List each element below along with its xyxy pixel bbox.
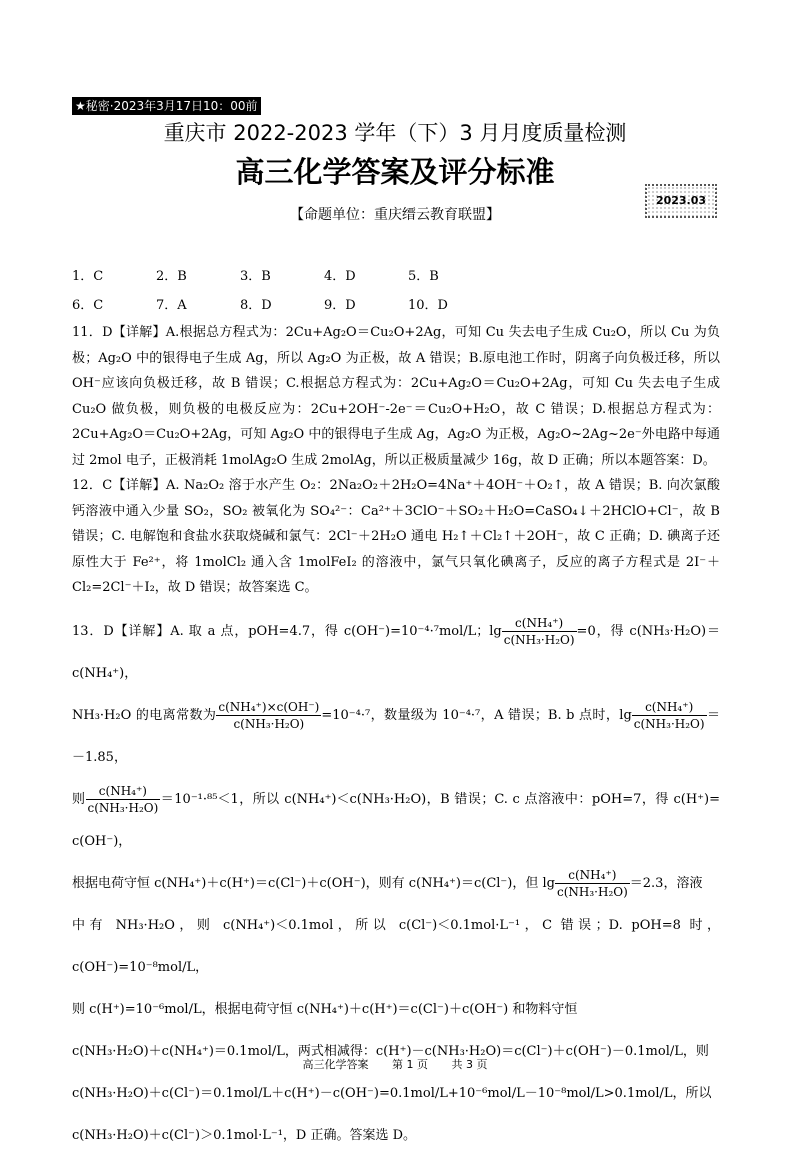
answer-list	[72, 268, 492, 326]
document-title: 高三化学答案及评分标准	[235, 155, 555, 189]
author-unit: 【命题单位：重庆缙云教育联盟】	[290, 207, 500, 223]
q13-line-1: 13．D【详解】A. 取 a 点，pOH=4.7，得 c(OH⁻)=10⁻⁴·⁷mol/L；lg $\frac{\text{c(NH₄⁺)}}{\text{c(NH₃·H₂O)}}$ =0，得 c(NH₃·H₂O)＝c(NH₄⁺)，	[72, 615, 720, 681]
answer-item: 3．B	[240, 269, 271, 284]
kb-fraction: $\frac{\text{c(NH₄⁺)×c(OH⁻)}}{\text{c(NH₃·H₂O)}}$	[218, 699, 320, 731]
answer-item: 8．D	[240, 298, 272, 313]
q13-line-2: NH₃·H₂O 的电离常数为 $\frac{\text{c(NH₄⁺)×c(OH⁻)}}{\text{c(NH₃·H₂O)}}$ =10⁻⁴·⁷，数量级为 10⁻⁴·⁷，A 错误；B. b 点时，lg $\frac{\text{c(NH₄⁺)}}{\text{c(NH₃·H₂O)}}$ ＝－1.85，	[72, 699, 720, 765]
q13-line-9: c(NH₃·H₂O)＋c(Cl⁻)＞0.1mol·L⁻¹，D 正确。答案选 D。	[72, 1127, 417, 1143]
q13-line-7: c(NH₃·H₂O)＋c(NH₄⁺)＝0.1mol/L，两式相减得：c(H⁺)－c(NH₃·H₂O)＝c(Cl⁻)＋c(OH⁻)－0.1mol/L，则	[72, 1043, 709, 1059]
ratio-fraction: $\frac{\text{c(NH₄⁺)}}{\text{c(NH₃·H₂O)}}$	[633, 699, 705, 731]
answer-item: 5．B	[408, 269, 439, 284]
footer-page-number: 第 1 页	[392, 1058, 428, 1071]
q13-line-3: 则 $\frac{\text{c(NH₄⁺)}}{\text{c(NH₃·H₂O)}}$ ＝10⁻¹·⁸⁵＜1，所以 c(NH₄⁺)＜c(NH₃·H₂O)，B 错误；C. c 点溶液中：pOH=7，得 c(H⁺)= c(OH⁻)，	[72, 783, 720, 849]
question-13-explanation	[72, 611, 720, 1157]
answer-row	[72, 268, 492, 297]
answer-item: 1．C	[72, 269, 104, 284]
answer-item: 7．A	[156, 298, 187, 313]
ratio-fraction: $\frac{\text{c(NH₄⁺)}}{\text{c(NH₃·H₂O)}}$	[556, 867, 628, 899]
answer-item: 9．D	[324, 298, 356, 313]
page-footer	[0, 1056, 790, 1072]
question-11-explanation: 11．D【详解】A.根据总方程式为：2Cu+Ag₂O＝Cu₂O+2Ag，可知 Cu 失去电子生成 Cu₂O，所以 Cu 为负极；Ag₂O 中的银得电子生成 Ag，所以 Ag₂O 为正极，故 A 错误；B.原电池工作时，阴离子向负极迁移，所以 OH⁻应该向负极迁移，故 B 错误；C.根据总方程式为：2Cu+Ag₂O＝Cu₂O+2Ag，可知 Cu 失去电子生成 Cu₂O 做负极，则负极的电极反应为：2Cu+2OH⁻-2e⁻＝Cu₂O+H₂O，故 C 错误；D.根据总方程式为：2Cu+Ag₂O＝Cu₂O+2Ag，可知 Ag₂O 中的银得电子生成 Ag，Ag₂O 为正极，Ag₂O~2Ag~2e⁻外电路中每通过 2mol 电子，正极消耗 1molAg₂O 生成 2molAg，所以正极质量减少 16g，故 D 正确；所以本题答案：D。	[72, 325, 720, 468]
footer-doc-name: 高三化学答案	[302, 1058, 369, 1071]
date-stamp: 2023.03	[645, 184, 717, 218]
answer-item: 2．B	[156, 269, 187, 284]
question-12-explanation: 12．C【详解】A. Na₂O₂ 溶于水产生 O₂：2Na₂O₂＋2H₂O=4Na⁺＋4OH⁻＋O₂↑，故 A 错误；B. 向次氯酸钙溶液中通入少量 SO₂，SO₂ 被氧化为 SO₄²⁻：Ca²⁺＋3ClO⁻＋SO₂＋H₂O=CaSO₄↓＋2HClO+Cl⁻，故 B 错误；C. 电解饱和食盐水获取烧碱和氯气：2Cl⁻＋2H₂O 通电 H₂↑＋Cl₂↑＋2OH⁻，故 C 正确；D. 碘离子还原性大于 Fe²⁺，将 1molCl₂ 通入含 1molFeI₂ 的溶液中，氯气只氧化碘离子，反应的离子方程式是 2I⁻＋Cl₂=2Cl⁻＋I₂，故 D 错误；故答案选 C。	[72, 478, 720, 595]
exam-title: 重庆市 2022-2023 学年（下）3 月月度质量检测	[163, 121, 627, 145]
ratio-fraction: $\frac{\text{c(NH₄⁺)}}{\text{c(NH₃·H₂O)}}$	[87, 783, 159, 815]
secret-label: ★秘密·2023年3月17日10：00前	[72, 97, 261, 115]
footer-page-total: 共 3 页	[451, 1058, 488, 1071]
q13-line-5: 中有 NH₃·H₂O，则 c(NH₄⁺)＜0.1mol，所以 c(Cl⁻)＜0.1mol·L⁻¹，C 错误；D. pOH=8 时，c(OH⁻)=10⁻⁸mol/L，	[72, 917, 720, 975]
q13-line-8: c(NH₃·H₂O)＋c(Cl⁻)＝0.1mol/L＋c(H⁺)－c(OH⁻)=0.1mol/L+10⁻⁶mol/L－10⁻⁸mol/L>0.1mol/L，所以	[72, 1085, 712, 1101]
answer-item: 6．C	[72, 298, 104, 313]
q13-line-4: 根据电荷守恒 c(NH₄⁺)＋c(H⁺)＝c(Cl⁻)＋c(OH⁻)，则有 c(NH₄⁺)＝c(Cl⁻)，但 lg $\frac{\text{c(NH₄⁺)}}{\text{c(NH₃·H₂O)}}$ ＝2.3，溶液	[72, 867, 703, 899]
q13-line-6: 则 c(H⁺)=10⁻⁶mol/L，根据电荷守恒 c(NH₄⁺)＋c(H⁺)＝c(Cl⁻)＋c(OH⁻) 和物料守恒	[72, 1001, 578, 1017]
answer-item: 4．D	[324, 269, 356, 284]
explanations	[72, 320, 720, 1157]
answer-item: 10．D	[408, 298, 448, 313]
ratio-fraction: $\frac{\text{c(NH₄⁺)}}{\text{c(NH₃·H₂O)}}$	[503, 615, 575, 647]
